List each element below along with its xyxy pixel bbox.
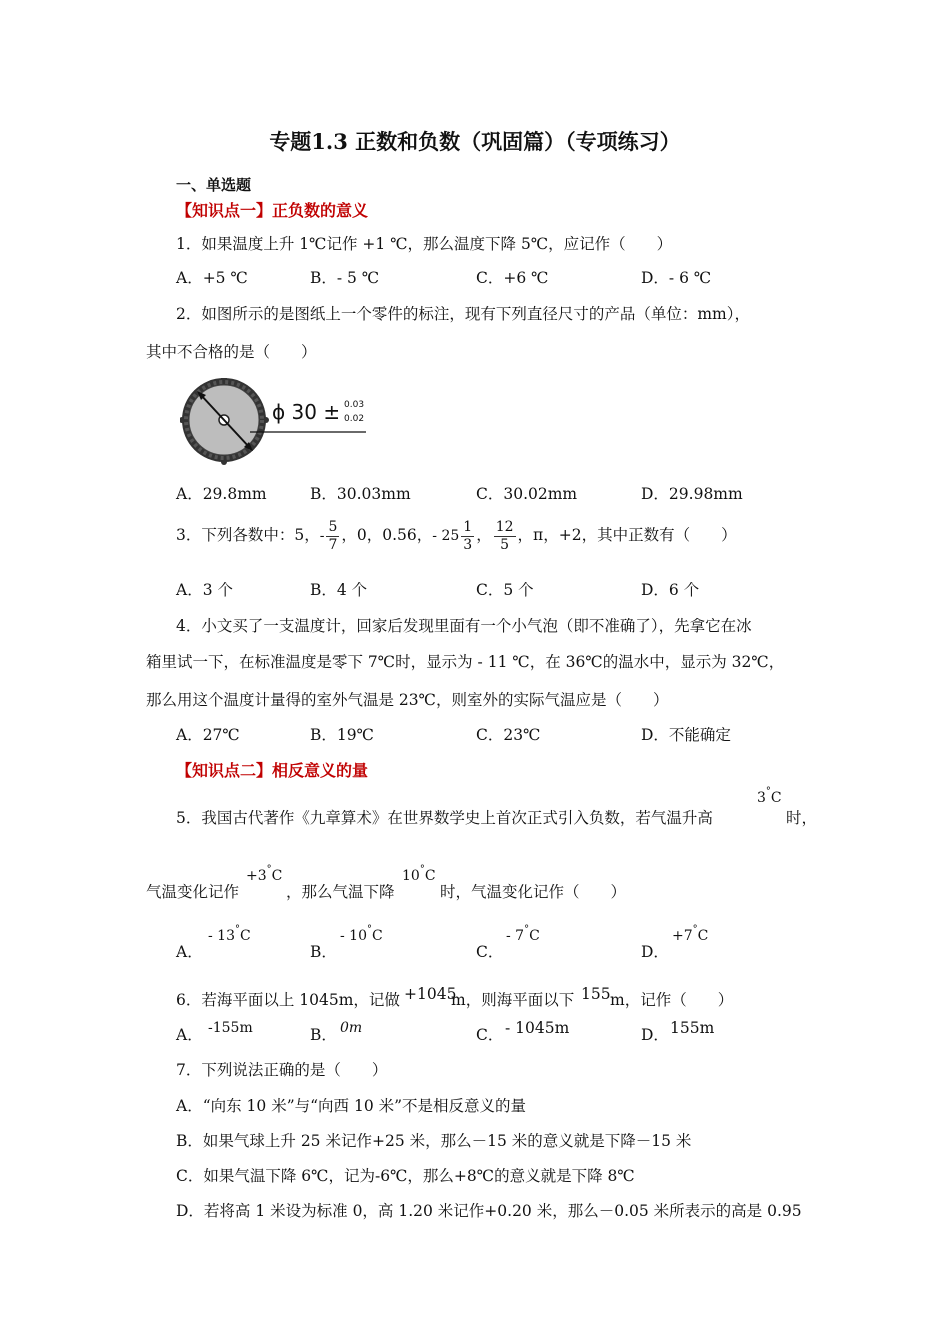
question-6-text-2: m，则海平面以下 xyxy=(451,991,575,1009)
q7-option-c[interactable]: C．如果气温下降 6℃，记为-6℃，那么+8℃的意义就是下降 8℃ xyxy=(176,1167,635,1185)
q2-option-b[interactable]: B．30.03mm xyxy=(310,485,411,503)
q6-option-d-value: 155m xyxy=(670,1019,715,1037)
question-2-line2: 其中不合格的是（ ） xyxy=(146,343,317,361)
question-3 xyxy=(176,514,737,557)
q1-option-b[interactable]: B．- 5 ℃ xyxy=(310,269,380,287)
q5-text-5: 时，气温变化记作（ ） xyxy=(440,883,627,901)
question-4-line1: 4．小文买了一支温度计，回家后发现里面有一个小气泡（即不准确了），先拿它在冰 xyxy=(176,617,752,635)
q7-option-b[interactable]: B．如果气球上升 25 米记作+25 米，那么－15 米的意义就是下降－15 米 xyxy=(176,1132,692,1150)
q6-option-b[interactable]: B． xyxy=(310,1026,337,1044)
fraction-1-3: $\frac{1}{3}$ xyxy=(463,518,473,553)
q6-option-d[interactable]: D． xyxy=(641,1026,669,1044)
q6-option-c-value: - 1045m xyxy=(505,1019,570,1037)
q5-text-1: 5．我国古代著作《九章算术》在世界数学史上首次正式引入负数，若气温升高 xyxy=(176,809,713,827)
fraction-12-5: $\frac{12}{5}$ xyxy=(495,518,514,553)
question-6-text-1: 6．若海平面以上 1045m，记做 xyxy=(176,991,400,1009)
q7-option-a[interactable]: A．“向东 10 米”与“向西 10 米”不是相反意义的量 xyxy=(176,1097,527,1115)
question-1: 1．如果温度上升 1℃记作 +1 ℃，那么温度下降 5℃，应记作（ ） xyxy=(176,235,673,253)
q1-option-c[interactable]: C．+6 ℃ xyxy=(476,269,549,287)
q6-option-b-value: 0m xyxy=(340,1020,363,1036)
q6-value-below: 155 xyxy=(581,985,611,1003)
q3-text-4: ，π，+2，其中正数有（ ） xyxy=(517,526,737,544)
q3-option-c[interactable]: C．5 个 xyxy=(476,581,534,599)
q5-rise-value: 3°C xyxy=(757,786,782,806)
q1-option-a[interactable]: A．+5 ℃ xyxy=(176,269,248,287)
q4-option-a[interactable]: A．27℃ xyxy=(176,726,240,744)
q6-value-above: +1045 xyxy=(404,985,457,1003)
q2-option-a[interactable]: A．29.8mm xyxy=(176,485,267,503)
page-title: 专题1.3 正数和负数（巩固篇）（专项练习） xyxy=(269,129,681,154)
q3-option-d[interactable]: D．6 个 xyxy=(641,581,700,599)
q3-option-b[interactable]: B．4 个 xyxy=(310,581,368,599)
q4-option-d[interactable]: D．不能确定 xyxy=(641,726,731,744)
q5-text-4: ，那么气温下降 xyxy=(286,883,395,901)
q5-option-d[interactable]: D． xyxy=(641,943,669,961)
question-4-line2: 箱里试一下，在标准温度是零下 7℃时，显示为 - 11 ℃，在 36℃的温水中，显示为 32℃， xyxy=(146,653,785,671)
question-6-text-3: m，记作（ ） xyxy=(610,991,734,1009)
q3-text-2: ，0，0.56， xyxy=(341,526,433,544)
q6-option-a-value: -155m xyxy=(208,1020,253,1036)
q1-option-d[interactable]: D．- 6 ℃ xyxy=(641,269,712,287)
question-4-line3: 那么用这个温度计量得的室外气温是 23℃，则室外的实际气温应是（ ） xyxy=(146,691,669,709)
q5-option-b-value: - 10°C xyxy=(340,924,383,944)
gear-figure xyxy=(180,378,380,468)
q5-drop-value: 10°C xyxy=(402,864,436,884)
q3-option-a[interactable]: A．3 个 xyxy=(176,581,233,599)
q5-option-b[interactable]: B． xyxy=(310,943,337,961)
q5-record-value: +3°C xyxy=(246,864,283,884)
q5-option-d-value: +7°C xyxy=(672,924,709,944)
q4-option-b[interactable]: B．19℃ xyxy=(310,726,374,744)
question-5-line1 xyxy=(176,806,713,828)
q2-option-d[interactable]: D．29.98mm xyxy=(641,485,743,503)
q3-text-3: ， xyxy=(476,526,492,544)
question-7: 7．下列说法正确的是（ ） xyxy=(176,1061,388,1079)
q6-option-c[interactable]: C． xyxy=(476,1026,504,1044)
knowledge-point-2: 【知识点二】相反意义的量 xyxy=(176,761,369,780)
fraction-5-7: $\frac{5}{7}$ xyxy=(328,518,338,553)
q3-neg: - xyxy=(319,528,325,544)
q4-option-c[interactable]: C．23℃ xyxy=(476,726,541,744)
q5-option-c[interactable]: C． xyxy=(476,943,504,961)
tolerance-label: ϕ 30 ± xyxy=(272,400,341,424)
q3-mixed: - 25 xyxy=(432,528,460,544)
knowledge-point-1: 【知识点一】正负数的意义 xyxy=(176,201,369,220)
q5-text-2: 时， xyxy=(786,809,818,827)
q5-option-c-value: - 7°C xyxy=(506,924,540,944)
tolerance-lower: 0.02 xyxy=(344,414,365,424)
question-2-line1: 2．如图所示的是图纸上一个零件的标注，现有下列直径尺寸的产品（单位：mm）， xyxy=(176,305,751,323)
q6-option-a[interactable]: A． xyxy=(176,1026,203,1044)
tolerance-upper: 0.03 xyxy=(344,400,365,410)
q7-option-d[interactable]: D．若将高 1 米设为标准 0，高 1.20 米记作+0.20 米，那么－0.05 米所表示的高是 0.95 xyxy=(176,1202,802,1220)
section-heading: 一、单选题 xyxy=(176,176,252,194)
q2-option-c[interactable]: C．30.02mm xyxy=(476,485,578,503)
q5-option-a-value: - 13°C xyxy=(208,924,251,944)
q5-option-a[interactable]: A． xyxy=(176,943,203,961)
q3-text-1: 3．下列各数中：5， xyxy=(176,526,320,544)
q5-text-3: 气温变化记作 xyxy=(146,883,240,901)
